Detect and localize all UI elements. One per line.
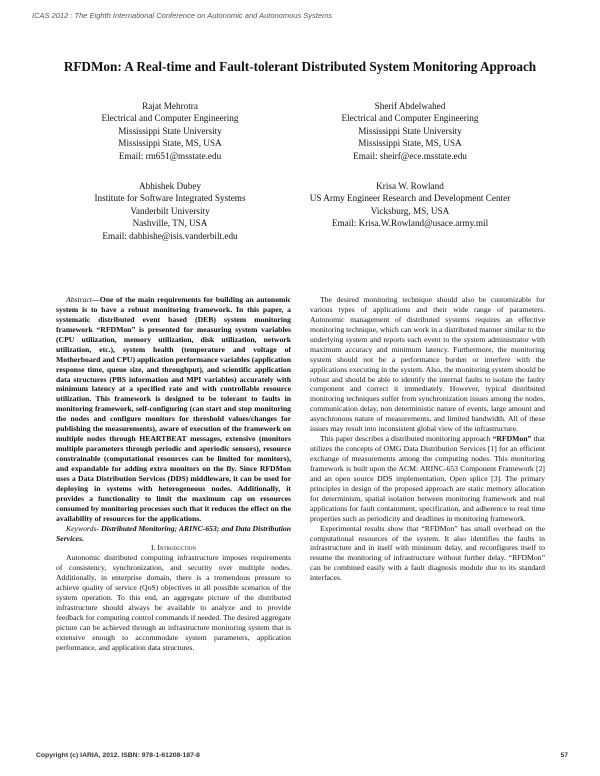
body-paragraph: The desired monitoring technique should also be customizable for various types of applications and their wide range of parameters. Autonomic management of distributed systems requires an effective monitoring technique, which can work in a distributed manner similar to the underlying system and reports each event to the system administrator with maximum accuracy and minimum latency. Furthermore, the monitoring system should not be a performance burden or interfere with the applications executing in the system. Also, the monitoring system should be robust and should be able to identify the internal faults to isolate the faulty component and correct it immediately. However, typical distributed monitoring techniques suffer from synchronization issues among the nodes, communication delay, non deterministic nature of events, large amount and asynchronous nature of measurements, and limited bandwidth. All of these issues may result into inconsistent global view of the infrastructure. bbox=[310, 295, 545, 434]
section-heading bbox=[56, 543, 291, 553]
section-title: Introduction bbox=[157, 543, 197, 553]
author-email: Email: sheirf@ece.msstate.edu bbox=[353, 150, 467, 161]
author-location: Mississippi State, MS, USA bbox=[118, 138, 222, 149]
author-org: Mississippi State University bbox=[358, 125, 462, 136]
author-email: Email: dabhishe@isis.vanderbilt.edu bbox=[102, 230, 238, 241]
paragraph-text: that utilizes the concepts of OMG Data Distribution Services [1] for an efficient exchange of measurements among the computing nodes. This monitoring framework is built upon the ACM: ARINC-653 Component Framework [2] and an open source DDS implementation, Open splice [3]. The primary principles in design of the proposed approach are static memory allocation for determinism, spatial isolation between monitoring framework and real applications for fault containment, specification, and adherence to real time properties such as periodicity and deadlines in monitoring framework. bbox=[310, 434, 545, 523]
author-block bbox=[95, 100, 245, 162]
abstract-label: Abstract bbox=[66, 295, 93, 304]
abstract bbox=[56, 295, 291, 524]
author-email: Email: Krisa.W.Rowland@usace.army.mil bbox=[331, 218, 489, 229]
section-number: I. bbox=[150, 543, 158, 553]
author-block bbox=[70, 180, 270, 242]
footer-copyright: Copyright (c) IARIA, 2012. ISBN: 978-1-61208-187-8 bbox=[36, 752, 200, 759]
abstract-text: —One of the main requirements for building an autonomic system is to have a robust monitoring framework. In this paper, a systematic distributed event based (DEB) system monitoring framework “RFDMon” is presented for measuring system variables (CPU utilization, memory utilization, disk utilization, network utilization, etc.), system health (temperature and voltage of Motherboard and CPU) application performance variables (application response time, queue size, and throughput), and scientific application data structures (PBS information and MPI variables) accurately with minimum latency at a specified rate and with controllable resource utilization. This framework is designed to be tolerant to faults in monitoring framework, self-configuring (can start and stop monitoring the nodes and configure monitors for threshold values/changes for publishing the measurements), aware of execution of the framework on multiple nodes through HEARTBEAT messages, extensive (monitors multiple parameters through periodic and aperiodic sensors), resource constrainable (computational resources can be limited for monitors), and expandable for adding extra monitors on the fly. Since RFDMon uses a Data Distribution Services (DDS) middleware, it can be used for deploying in systems with heterogeneous nodes. Additionally, it provides a functionality to limit the maximum cap on resources consumed by monitoring processes such that it reduces the effect on the availability of resources for the applications. bbox=[56, 295, 291, 523]
author-org: Vanderbilt University bbox=[130, 205, 210, 216]
paragraph-text: This paper describes a distributed monitoring approach bbox=[320, 434, 493, 444]
keywords-text: Distributed Monitoring; ARINC-653; and Data Distribution Services. bbox=[56, 523, 291, 543]
left-column bbox=[56, 295, 291, 653]
author-name: Krisa W. Rowland bbox=[376, 181, 444, 191]
keywords bbox=[56, 524, 291, 544]
author-name: Rajat Mehrotra bbox=[142, 101, 198, 111]
paper-title: RFDMon: A Real-time and Fault-tolerant Distributed System Monitoring Approach bbox=[63, 59, 537, 74]
author-dept: Electrical and Computer Engineering bbox=[101, 113, 239, 124]
author-block bbox=[325, 100, 495, 162]
right-column bbox=[310, 295, 545, 583]
author-name: Abhishek Dubey bbox=[138, 181, 201, 191]
conference-header: ICAS 2012 : The Eighth International Conference on Autonomic and Autonomous Systems bbox=[32, 11, 333, 20]
author-org: Mississippi State University bbox=[118, 125, 222, 136]
author-org: Vicksburg, MS, USA bbox=[370, 205, 450, 216]
author-dept: Institute for Software Integrated Systems bbox=[94, 193, 246, 204]
author-dept: Electrical and Computer Engineering bbox=[341, 113, 479, 124]
page-number: 57 bbox=[560, 752, 568, 759]
author-email: Email: rm651@msstate.edu bbox=[118, 150, 222, 161]
author-location: Mississippi State, MS, USA bbox=[358, 138, 462, 149]
author-dept: US Army Engineer Research and Development Center bbox=[309, 193, 511, 204]
body-paragraph: Experimental results show that “RFDMon” has small overhead on the computational resources of the system. It also identifies the faults in infrastructure and in itself with minimum delay, and reconfigures itself to resume the monitoring of infrastructure without further delay. “RFDMon” can be combined easily with a fault diagnosis module due to its standard interfaces. bbox=[310, 523, 545, 583]
body-paragraph bbox=[310, 434, 545, 523]
rfdmon-name: “RFDMon” bbox=[492, 434, 532, 444]
author-block bbox=[270, 180, 550, 230]
author-location: Nashville, TN, USA bbox=[132, 218, 208, 229]
intro-paragraph: Autonomic distributed computing infrastructure imposes requirements of consistency, synchronization, and security over multiple nodes. Additionally, in enterprise domain, there is a tremendous pressure to achieve quality of service (QoS) objectives in all possible scenarios of the system operation. To this end, an aggregate picture of the distributed infrastructure should always be available to analyze and to provide feedback for computing control commands if needed. The desired aggregate picture can be achieved through an infrastructure monitoring system that is extensive enough to accommodate system parameters, application performance, and application data structures. bbox=[56, 553, 291, 652]
author-name: Sherif Abdelwahed bbox=[374, 101, 446, 111]
keywords-label: Keywords- bbox=[66, 523, 100, 533]
